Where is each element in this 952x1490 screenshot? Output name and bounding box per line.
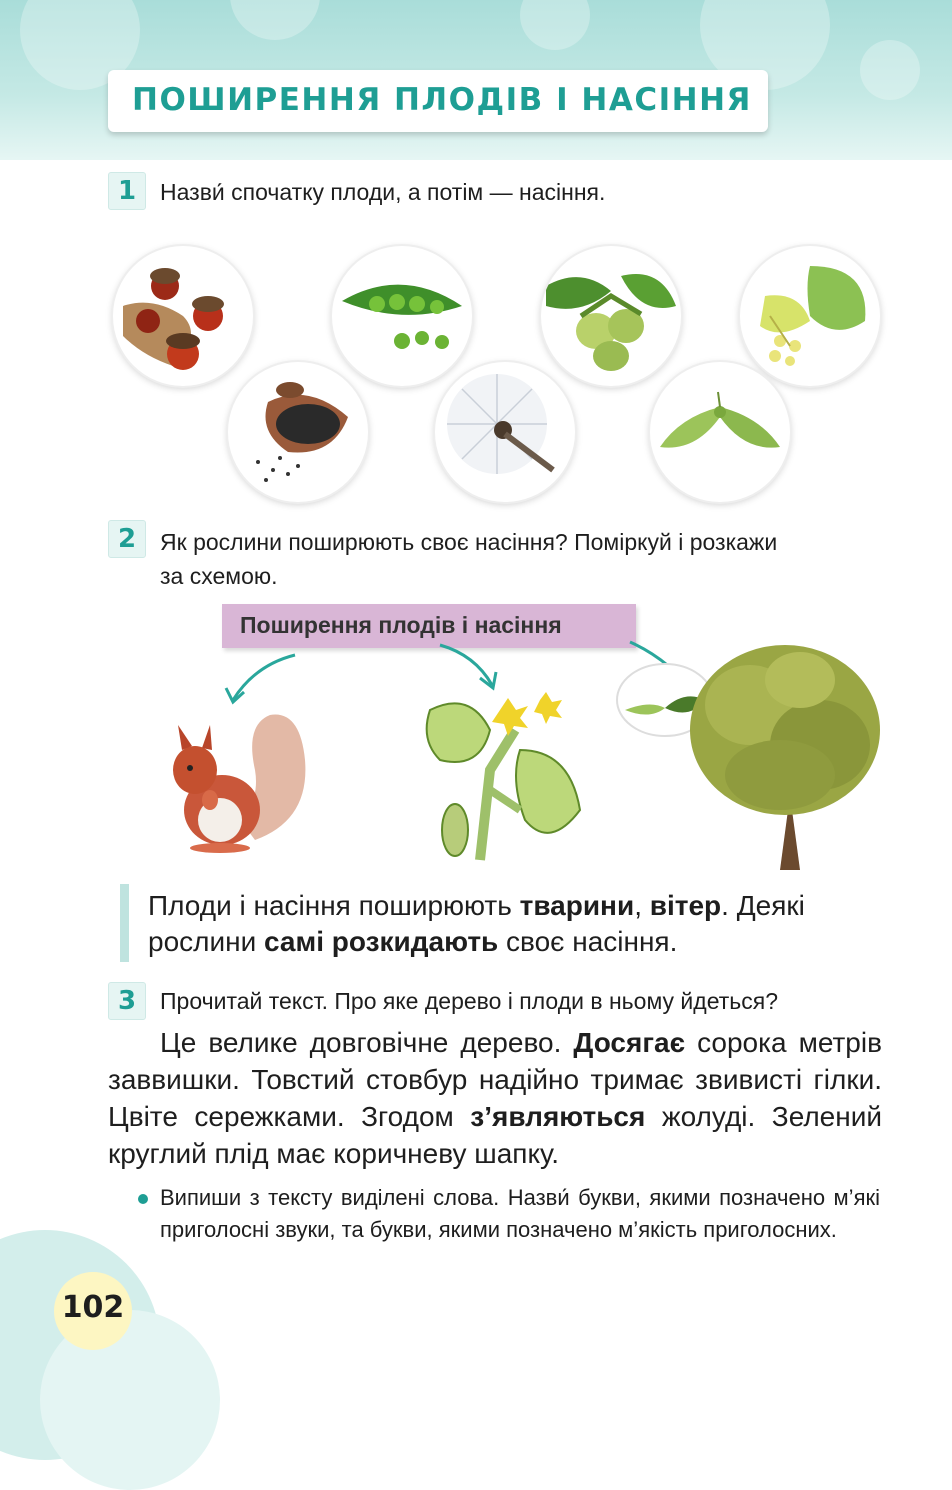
squirting-cucumber-image: [420, 690, 590, 870]
rule-text: [148, 888, 888, 960]
rule-keyword-animals: тварини: [519, 890, 635, 921]
bullet-icon: [138, 1194, 148, 1204]
rule-text-part: . Деякі рослини: [148, 890, 805, 957]
page-title: ПОШИРЕННЯ ПЛОДІВ І НАСІННЯ: [132, 82, 752, 118]
decor-bubble: [860, 40, 920, 100]
rule-keyword-self-scatter: самі розкидають: [264, 926, 499, 957]
rule-text-part: своє насіння.: [498, 926, 678, 957]
acorns-image: [113, 246, 253, 386]
rule-text-part: ,: [634, 890, 650, 921]
squirrel-image: [160, 700, 310, 855]
task-3-text: Прочитай текст. Про яке дерево і плоди в ньому йдеться?: [160, 988, 778, 1014]
rule-keyword-wind: вітер: [649, 890, 722, 921]
task-3-number: 3: [108, 982, 146, 1020]
maple-samara-image: [650, 362, 790, 502]
task-2-text-line-1: Як рослини поширюють своє насіння? Поміркуй і розкажи: [160, 529, 778, 555]
task-3-bullet-text: Випиши з тексту виділені слова. Назви́ букви, якими позначено м’які приголосні звуки, та букви, якими позначено м’якість приголосних.: [160, 1185, 880, 1242]
page-number: 102: [61, 1290, 125, 1325]
rule-text-part: Плоди і насіння поширюють: [148, 890, 520, 921]
reading-passage: [108, 1024, 882, 1172]
reading-highlight-word: Досягає: [573, 1027, 686, 1058]
reading-text-part: сорока метрів заввишки. Товстий стовбур надійно тримає звивисті гілки. Цвіте сережками. Згодом: [108, 1027, 882, 1132]
decor-bubble: [520, 0, 590, 50]
pea-pod-image: [332, 246, 472, 386]
maple-tree-image: [680, 635, 890, 875]
task-1-text: Назви́ спочатку плоди, а потім — насіння.: [160, 179, 606, 205]
dandelion-image: [435, 362, 575, 502]
rule-accent-bar: [120, 884, 129, 962]
page-title-box: [108, 70, 768, 132]
task-1-number: 1: [108, 172, 146, 210]
linden-image: [740, 246, 880, 386]
task-2-number: 2: [108, 520, 146, 558]
decor-bubble: [230, 0, 320, 40]
poppy-seeds-image: [228, 362, 368, 502]
hazelnuts-image: [541, 246, 681, 386]
reading-text-part: жолуді. Зелений круглий плід має коричневу шапку.: [108, 1101, 882, 1169]
reading-text-part: Це велике довговічне дерево.: [160, 1027, 574, 1058]
scheme-label-text: Поширення плодів і насіння: [240, 612, 562, 638]
task-2-text-line-2: за схемою.: [160, 563, 278, 589]
reading-highlight-word: з’являються: [470, 1101, 646, 1132]
